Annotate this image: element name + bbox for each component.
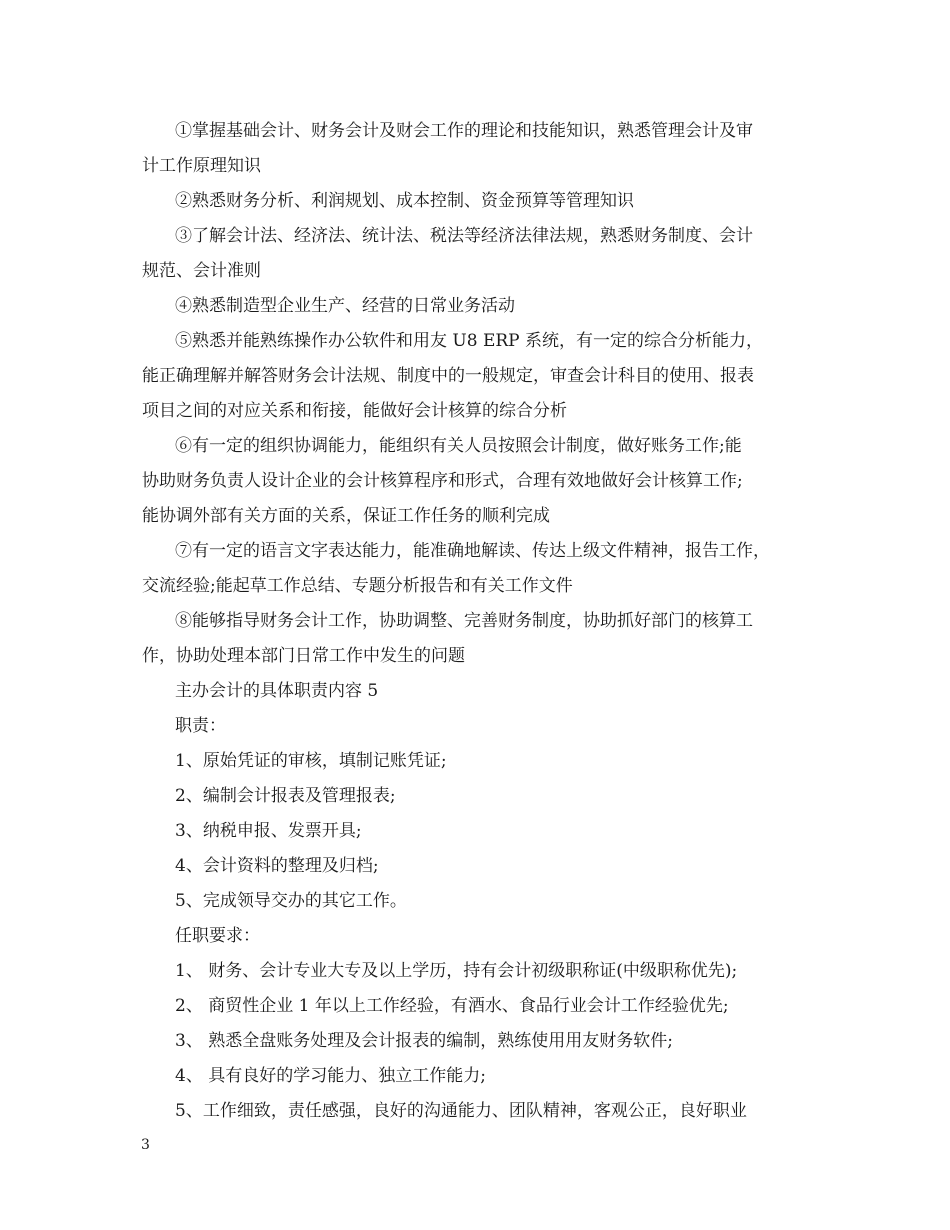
paragraph-line: 能正确理解并解答财务会计法规、制度中的一般规定，审查会计科目的使用、报表 bbox=[142, 366, 754, 386]
list-item: 1、 财务、会计专业大专及以上学历，持有会计初级职称证(中级职称优先); bbox=[175, 961, 738, 981]
list-item: 3、 熟悉全盘账务处理及会计报表的编制，熟练使用用友财务软件; bbox=[175, 1031, 673, 1051]
paragraph-line: 作，协助处理本部门日常工作中发生的问题 bbox=[142, 646, 465, 666]
list-item: 4、 具有良好的学习能力、独立工作能力; bbox=[175, 1066, 486, 1086]
paragraph-line: ⑦有一定的语言文字表达能力，能准确地解读、传达上级文件精神，报告工作， bbox=[175, 541, 770, 561]
paragraph-line: ⑤熟悉并能熟练操作办公软件和用友 U8 ERP 系统，有一定的综合分析能力， bbox=[175, 331, 764, 351]
list-item: 4、会计资料的整理及归档; bbox=[175, 856, 379, 876]
list-item: 2、编制会计报表及管理报表; bbox=[175, 786, 396, 806]
page-number: 3 bbox=[141, 1137, 150, 1153]
paragraph-line: ③了解会计法、经济法、统计法、税法等经济法律法规，熟悉财务制度、会计 bbox=[175, 226, 753, 246]
subsection-heading: 任职要求： bbox=[175, 926, 260, 946]
paragraph-line: ⑥有一定的组织协调能力，能组织有关人员按照会计制度，做好账务工作;能 bbox=[175, 436, 742, 456]
paragraph-line: 项目之间的对应关系和衔接，能做好会计核算的综合分析 bbox=[142, 401, 567, 421]
list-item: 2、 商贸性企业 1 年以上工作经验，有酒水、食品行业会计工作经验优先; bbox=[175, 996, 729, 1016]
list-item: 3、纳税申报、发票开具; bbox=[175, 821, 362, 841]
paragraph-line: ②熟悉财务分析、利润规划、成本控制、资金预算等管理知识 bbox=[175, 191, 634, 211]
list-item: 5、完成领导交办的其它工作。 bbox=[175, 891, 407, 911]
paragraph-line: 计工作原理知识 bbox=[142, 156, 261, 176]
section-heading: 主办会计的具体职责内容 5 bbox=[175, 681, 379, 701]
paragraph-line: 规范、会计准则 bbox=[142, 261, 261, 281]
paragraph-line: 交流经验;能起草工作总结、专题分析报告和有关工作文件 bbox=[142, 576, 573, 596]
paragraph-line: ④熟悉制造型企业生产、经营的日常业务活动 bbox=[175, 296, 515, 316]
list-item: 5、工作细致，责任感强，良好的沟通能力、团队精神，客观公正，良好职业 bbox=[175, 1101, 747, 1121]
paragraph-line: ⑧能够指导财务会计工作，协助调整、完善财务制度，协助抓好部门的核算工 bbox=[175, 611, 753, 631]
paragraph-line: 能协调外部有关方面的关系，保证工作任务的顺利完成 bbox=[142, 506, 550, 526]
subsection-heading: 职责： bbox=[175, 716, 226, 736]
document-body bbox=[142, 114, 818, 1129]
list-item: 1、原始凭证的审核，填制记账凭证; bbox=[175, 751, 447, 771]
paragraph-line: 协助财务负责人设计企业的会计核算程序和形式，合理有效地做好会计核算工作; bbox=[142, 471, 743, 491]
paragraph-line: ①掌握基础会计、财务会计及财会工作的理论和技能知识，熟悉管理会计及审 bbox=[175, 121, 753, 141]
